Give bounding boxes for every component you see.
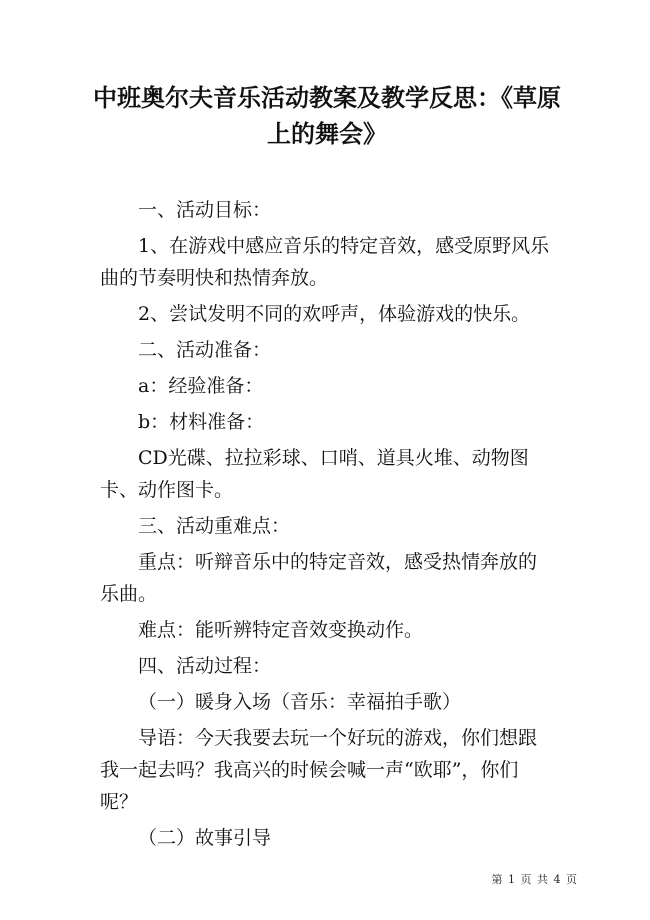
paragraph: a：经验准备：	[138, 375, 264, 397]
section-heading: 二、活动准备：	[138, 339, 272, 361]
paragraph: 难点：能听辨特定音效变换动作。	[138, 619, 424, 641]
paragraph: 导语：今天我要去玩一个好玩的游戏，你们想跟我一起去吗？我高兴的时候会喊一声“欧耶”，你们呢？	[100, 727, 538, 813]
page-number: 第 1 页 共 4 页	[491, 873, 578, 886]
section-heading: 一、活动目标：	[138, 199, 272, 221]
document-title: 中班奥尔夫音乐活动教案及教学反思：《草原上的舞会》	[93, 84, 561, 148]
document-body	[100, 192, 555, 856]
subsection-heading: （一）暖身入场（音乐：幸福拍手歌）	[138, 691, 462, 713]
paragraph: 重点：听辩音乐中的特定音效，感受热情奔放的乐曲。	[100, 551, 538, 605]
subsection-heading: （二）故事引导	[138, 827, 272, 849]
section-heading: 四、活动过程：	[138, 655, 272, 677]
paragraph: 2、尝试发明不同的欢呼声，体验游戏的快乐。	[138, 303, 531, 325]
paragraph: 1、在游戏中感应音乐的特定音效，感受原野风乐曲的节奏明快和热情奔放。	[100, 235, 550, 289]
paragraph: b：材料准备：	[138, 411, 265, 433]
paragraph: CD光碟、拉拉彩球、口哨、道具火堆、动物图卡、动作图卡。	[100, 447, 529, 501]
section-heading: 三、活动重难点：	[138, 515, 291, 537]
